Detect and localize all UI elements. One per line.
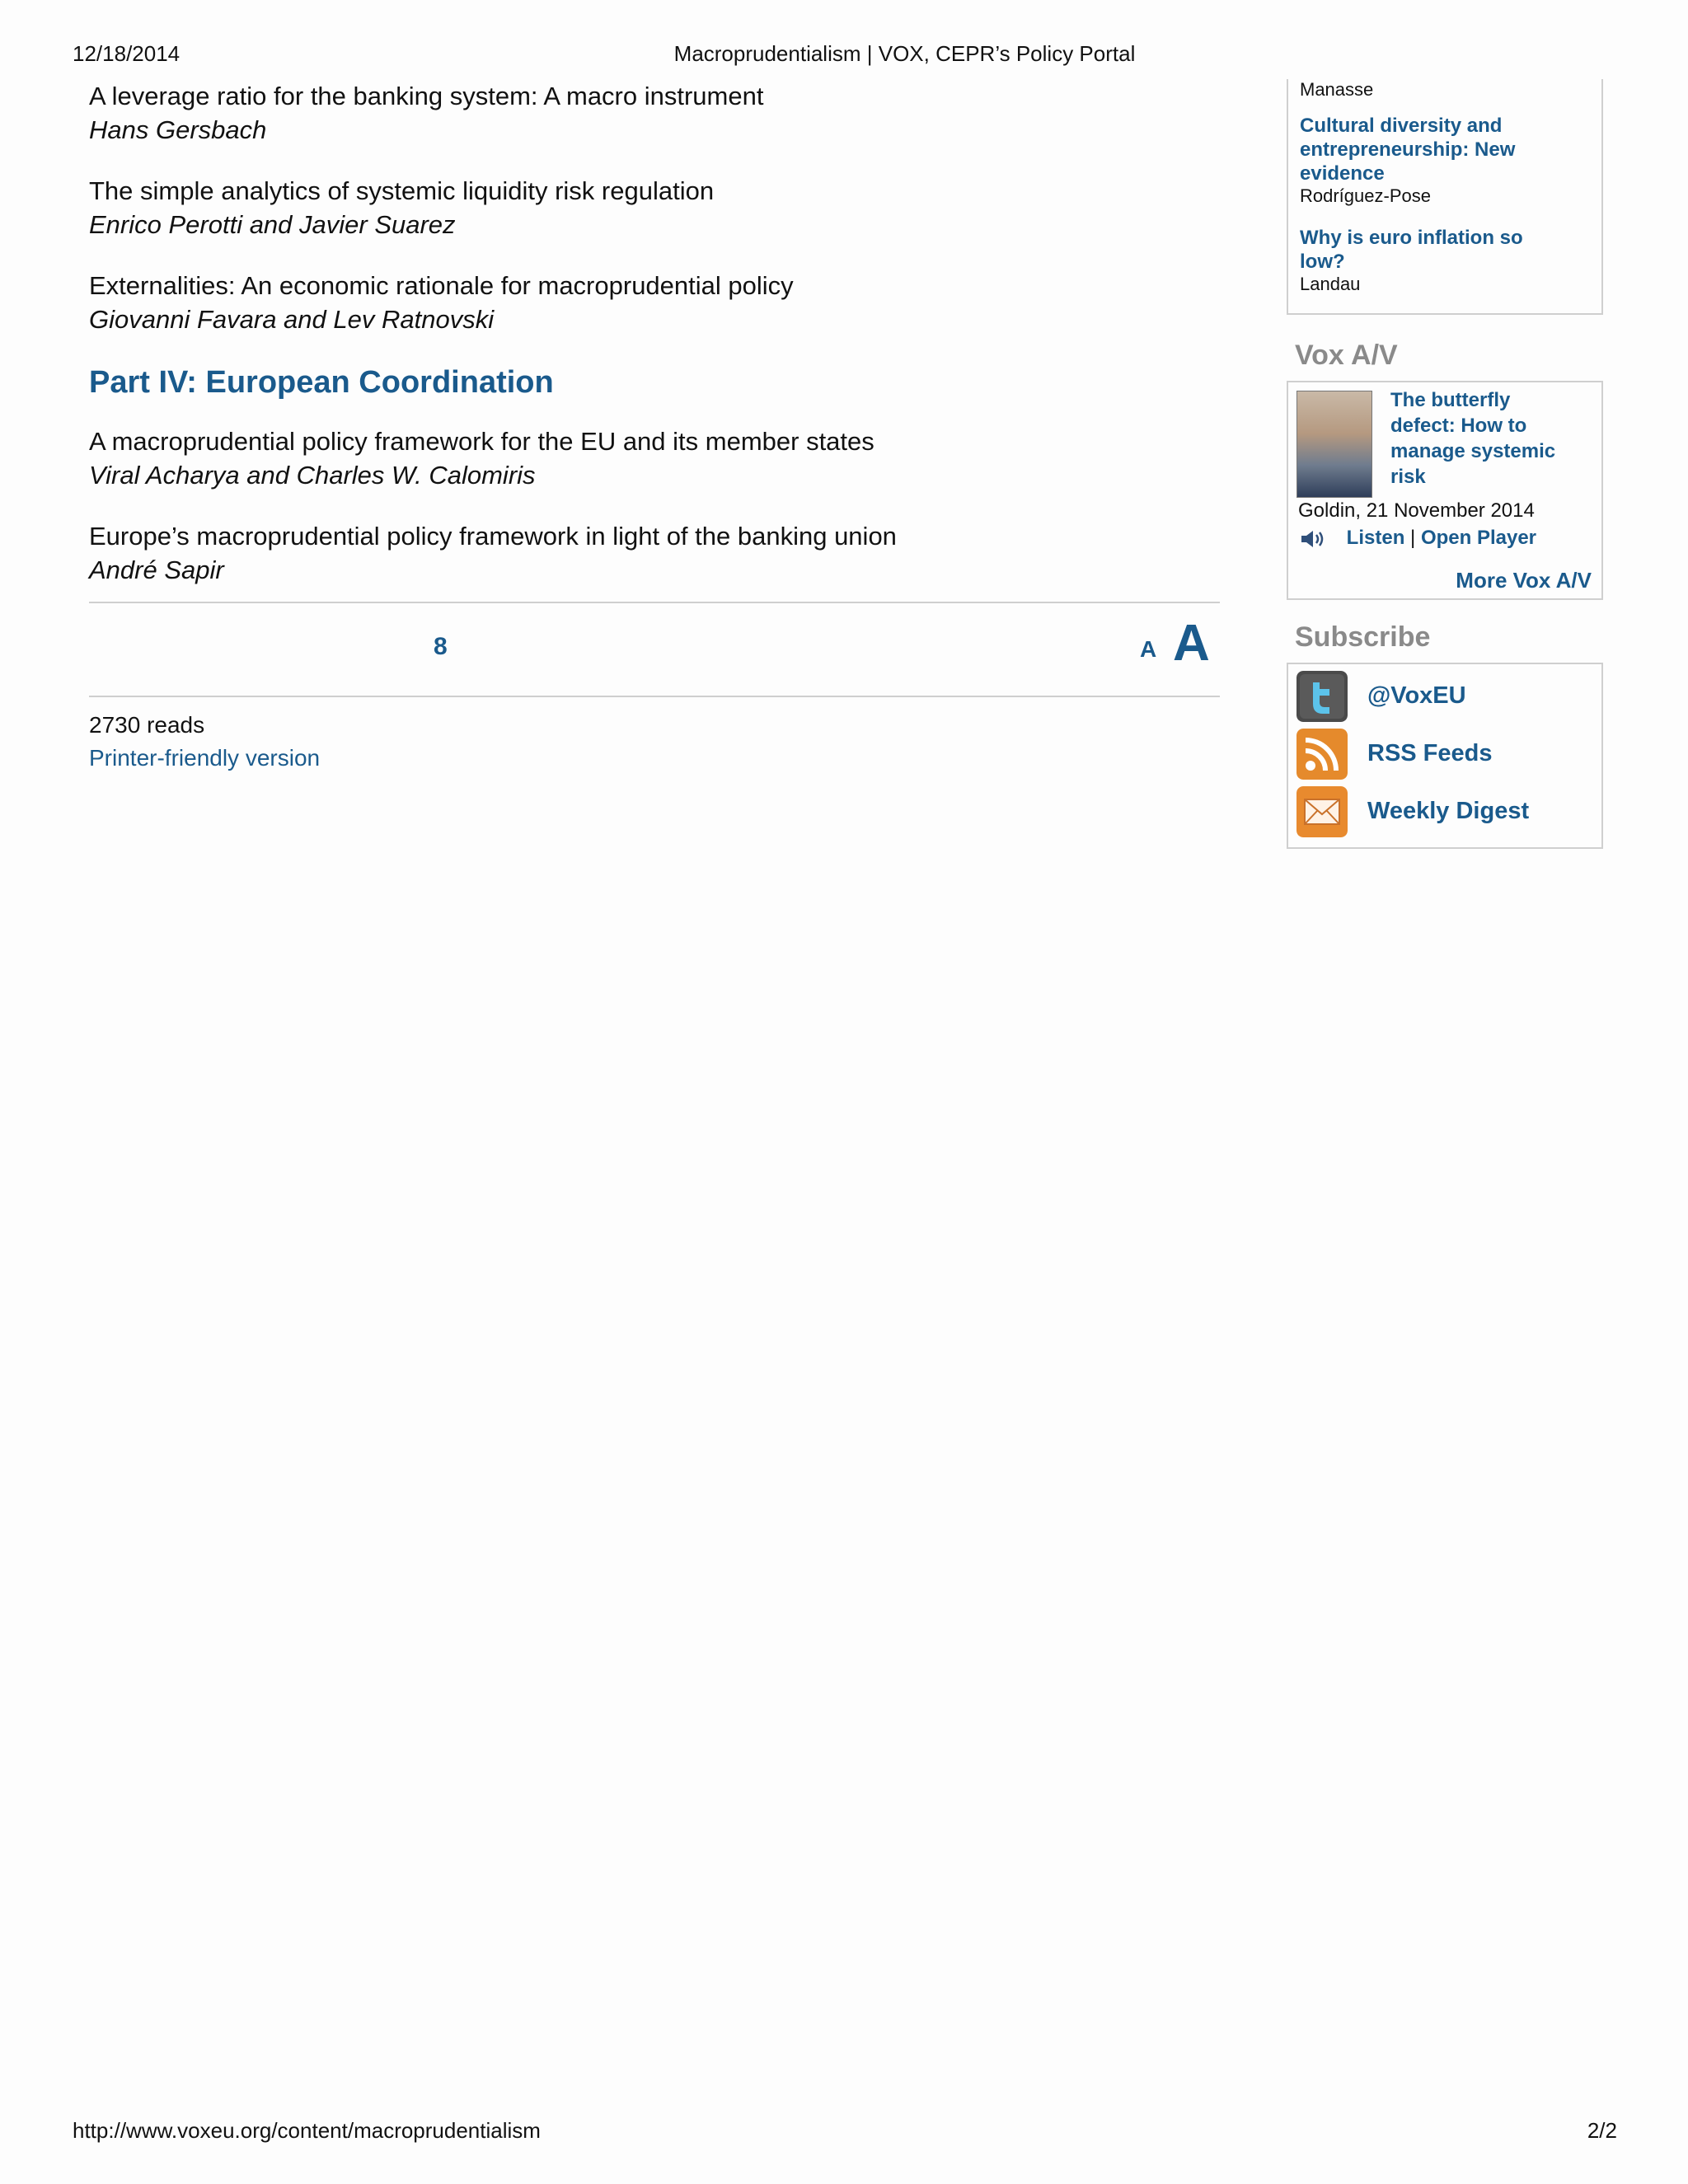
rss-icon	[1296, 729, 1348, 780]
list-item	[89, 519, 1220, 587]
rss-link[interactable]: RSS Feeds	[1367, 740, 1493, 766]
reads-count: 2730 reads	[89, 712, 205, 738]
list-item	[89, 424, 1220, 492]
more-vox-av-link[interactable]: More Vox A/V	[1456, 568, 1592, 593]
list-item	[1300, 226, 1564, 295]
speaker-icon	[1298, 527, 1328, 551]
entry-author: Giovanni Favara and Lev Ratnovski	[89, 305, 495, 334]
list-item-author: Rodríguez-Pose	[1300, 185, 1431, 206]
entry-author: Hans Gersbach	[89, 115, 267, 144]
subscribe-rss[interactable]	[1296, 729, 1593, 783]
print-url: http://www.voxeu.org/content/macroprudentialism	[73, 2118, 541, 2143]
list-item-author: Landau	[1300, 274, 1361, 294]
entry-title: Europe’s macroprudential policy framework in light of the banking union	[89, 522, 897, 551]
list-item	[89, 79, 1220, 147]
vox-av-title-link[interactable]: The butterfly defect: How to manage systemic risk	[1390, 389, 1556, 488]
list-item	[89, 174, 1220, 241]
vox-av-meta: Goldin, 21 November 2014	[1298, 499, 1535, 522]
list-item-author: Manasse	[1300, 79, 1374, 100]
weekly-digest-link[interactable]: Weekly Digest	[1367, 798, 1530, 824]
entry-author: Viral Acharya and Charles W. Calomiris	[89, 461, 536, 490]
listen-link[interactable]: Listen	[1346, 527, 1405, 549]
column-link[interactable]: Why is euro inflation so low?	[1300, 227, 1523, 273]
list-item	[89, 269, 1220, 336]
related-columns-box	[1287, 79, 1603, 315]
entry-author: André Sapir	[89, 555, 224, 584]
separator: |	[1410, 527, 1416, 549]
count-label[interactable]: 8	[434, 633, 448, 660]
list-item	[1300, 114, 1564, 207]
twitter-icon	[1296, 671, 1348, 722]
entry-title: The simple analytics of systemic liquidity risk regulation	[89, 176, 715, 205]
article-content	[89, 79, 1220, 614]
article-toolbar	[89, 602, 1220, 697]
column-link[interactable]: Cultural diversity and entrepreneurship: New evidence	[1300, 115, 1516, 185]
print-page-number: 2/2	[1587, 2118, 1617, 2143]
vox-av-box	[1287, 381, 1603, 600]
font-size-small-button[interactable]: A	[1140, 636, 1157, 662]
subscribe-box	[1287, 663, 1603, 849]
entry-title: A leverage ratio for the banking system: A macro instrument	[89, 82, 764, 110]
print-page-title: Macroprudentialism | VOX, CEPR’s Policy Portal	[673, 41, 1136, 66]
print-footer	[0, 2118, 1688, 2144]
entry-author: Enrico Perotti and Javier Suarez	[89, 210, 456, 239]
twitter-link[interactable]: @VoxEU	[1367, 682, 1466, 709]
subscribe-digest[interactable]	[1296, 786, 1593, 841]
printer-friendly-link[interactable]: Printer-friendly version	[89, 745, 321, 771]
font-size-large-button[interactable]: A	[1173, 615, 1210, 672]
part-heading: Part IV: European Coordination	[89, 365, 554, 400]
print-date: 12/18/2014	[73, 41, 181, 66]
entry-title: A macroprudential policy framework for the EU and its member states	[89, 427, 874, 456]
print-header	[0, 41, 1688, 68]
vox-av-actions	[1298, 526, 1536, 551]
mail-icon	[1296, 786, 1348, 837]
open-player-link[interactable]: Open Player	[1420, 527, 1536, 549]
vox-av-heading: Vox A/V	[1295, 340, 1398, 371]
entry-title: Externalities: An economic rationale for macroprudential policy	[89, 271, 794, 300]
speaker-photo	[1296, 391, 1372, 498]
subscribe-twitter[interactable]	[1296, 671, 1593, 725]
subscribe-heading: Subscribe	[1295, 621, 1431, 653]
